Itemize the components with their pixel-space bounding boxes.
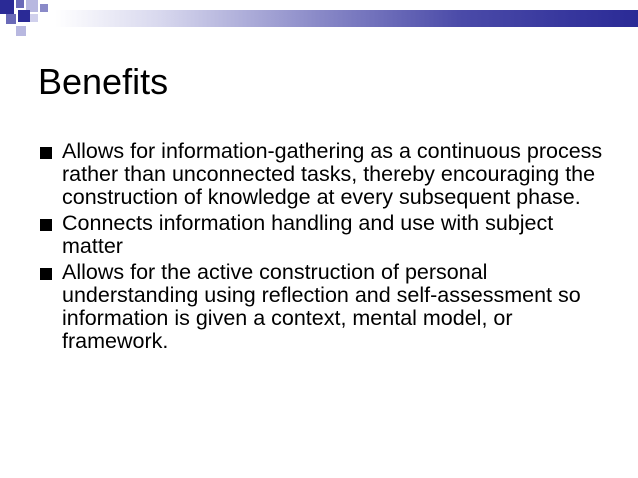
deco-square xyxy=(16,26,26,36)
bullet-text: Connects information handling and use with subject matter xyxy=(62,211,554,258)
deco-square xyxy=(16,0,24,8)
bullet-text: Allows for information-gathering as a continuous process rather than unconnected tasks, thereby encouraging the construction of knowledge at every subsequent phase. xyxy=(62,139,603,209)
deco-square xyxy=(40,4,48,12)
deco-square xyxy=(0,0,14,14)
bullet-list xyxy=(38,140,618,356)
square-bullet-icon xyxy=(40,219,52,231)
square-bullet-icon xyxy=(40,268,52,280)
deco-square xyxy=(6,14,16,24)
bullet-item xyxy=(38,140,618,209)
bullet-item xyxy=(38,212,618,258)
deco-square xyxy=(18,10,30,22)
slide-title: Benefits xyxy=(38,61,169,102)
bullet-item xyxy=(38,261,618,353)
header-gradient-bar xyxy=(55,10,638,27)
bullet-text: Allows for the active construction of personal understanding using reflection and self-assessment so information is given a context, mental model, or framework. xyxy=(62,260,581,353)
square-bullet-icon xyxy=(40,147,52,159)
deco-square xyxy=(30,14,38,22)
